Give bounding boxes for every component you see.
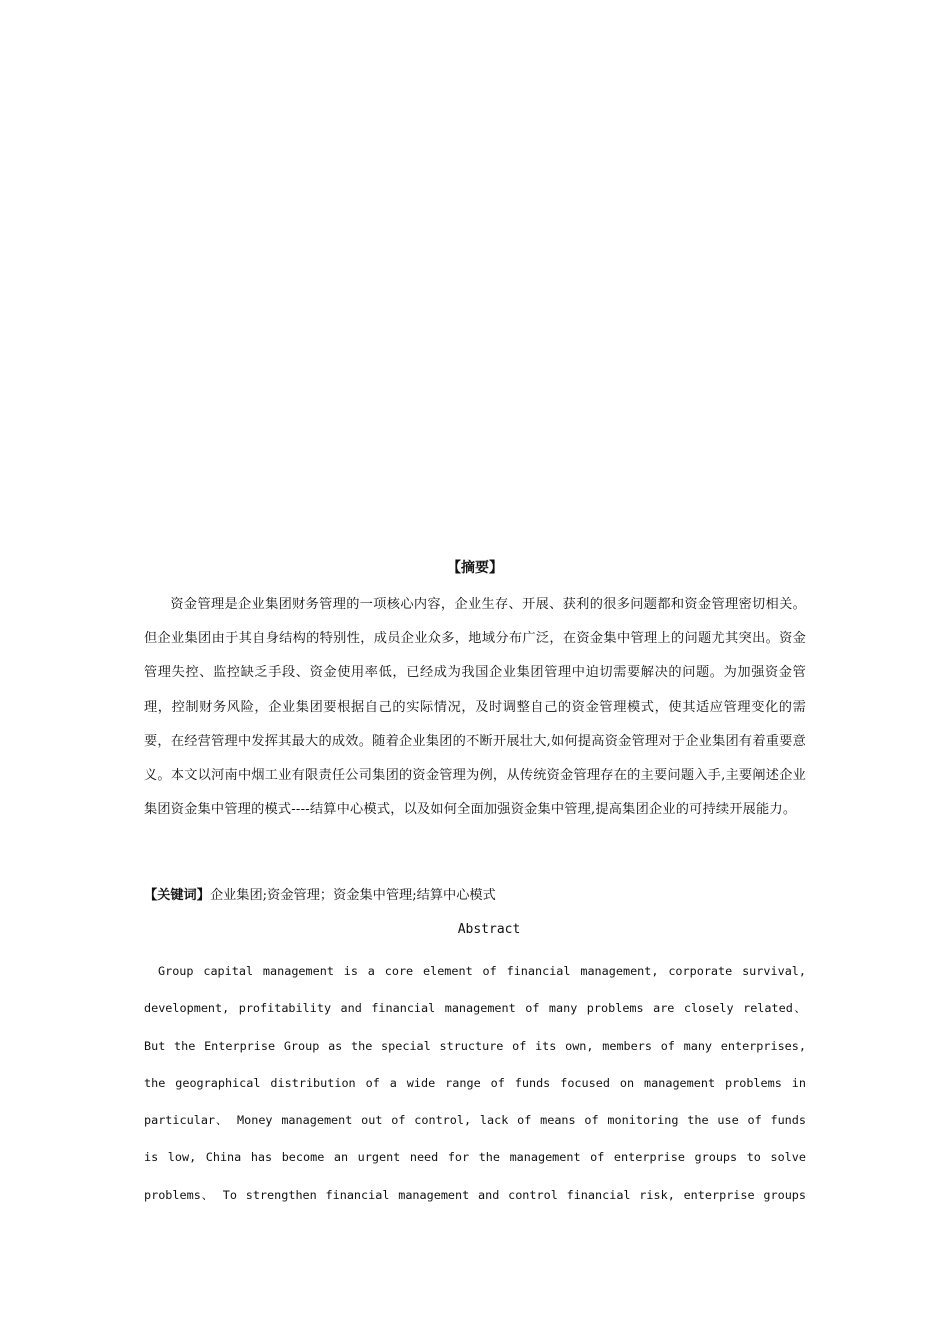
abstract-en-heading: Abstract [457,922,521,937]
abstract-en-line: But the Enterprise Group as the special structure of its own, members of many enterprises, [144,1038,806,1053]
keywords-label: 【关键词】 [144,888,210,903]
abstract-en-line: problems、 To strengthen financial management and control financial risk, enterprise groups [144,1187,806,1202]
abstract-en-line: particular、 Money management out of control, lack of means of monitoring the use of funds [144,1113,806,1128]
abstract-cn-heading: 【摘要】 [447,560,503,576]
abstract-en-line: the geographical distribution of a wide range of funds focused on management problems in [144,1075,806,1090]
abstract-en-line: development, profitability and financial management of many problems are closely related、 [144,1001,806,1016]
abstract-en-line: Group capital management is a core element of financial management, corporate survival, [158,964,806,978]
abstract-en-body [144,953,806,1214]
keywords-line [144,886,806,906]
abstract-en-line: is low, China has become an urgent need for the management of enterprise groups to solve [144,1150,806,1165]
abstract-cn-body: 资金管理是企业集团财务管理的一项核心内容，企业生存、开展、获利的很多问题都和资金管理密切相关。但企业集团由于其自身结构的特别性，成员企业众多，地域分布广泛，在资金集中管理上的问题尤其突出。资金管理失控、监控缺乏手段、资金使用率低，已经成为我国企业集团管理中迫切需要解决的问题。为加强资金管理，控制财务风险，企业集团要根据自己的实际情况，及时调整自己的资金管理模式，使其适应管理变化的需要，在经营管理中发挥其最大的成效。随着企业集团的不断开展壮大,如何提高资金管理对于企业集团有着重要意义。本文以河南中烟工业有限责任公司集团的资金管理为例，从传统资金管理存在的主要问题入手,主要阐述企业集团资金集中管理的模式----结算中心模式，以及如何全面加强资金集中管理,提高集团企业的可持续开展能力。 [144,597,806,818]
keywords-text: 企业集团;资金管理；资金集中管理;结算中心模式 [209,888,496,903]
